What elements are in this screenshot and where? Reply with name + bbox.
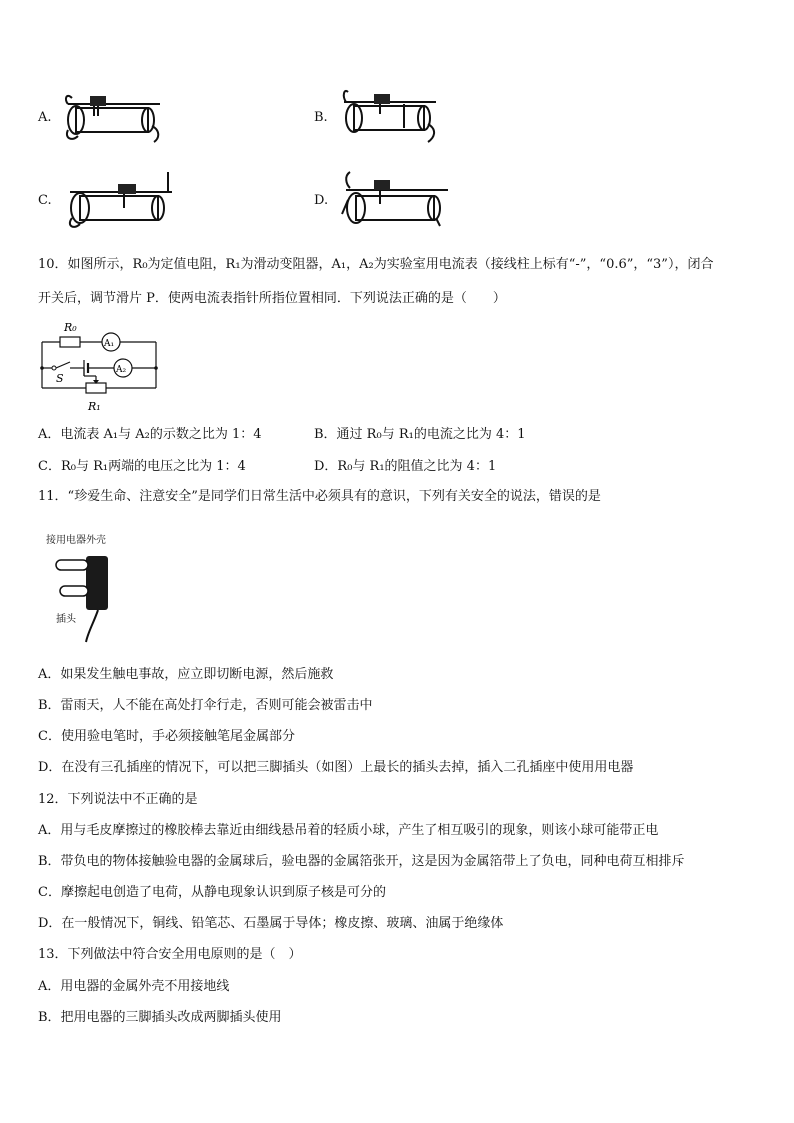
r0-resistor (60, 337, 80, 347)
q10-option-d: D．R₀与 R₁的阻值之比为 4：1 (314, 459, 497, 474)
q12-stem: 12．下列说法中不正确的是 (38, 792, 198, 807)
q10-stem-line1: 10．如图所示，R₀为定值电阻，R₁为滑动变阻器，A₁，A₂为实验室用电流表（接线柱上标有“-”，“0.6”，“3”），闭合 (38, 257, 714, 272)
q13-stem: 13．下列做法中符合安全用电原则的是（ ） (38, 947, 302, 962)
q12-option-a: A．用与毛皮摩擦过的橡胶棒去靠近由细线悬吊着的轻质小球，产生了相互吸引的现象，则该小球可能带正电 (38, 823, 659, 838)
option-a-label: A. (38, 110, 52, 125)
rheostat-figure-d (340, 170, 450, 230)
a2-label: A₂ (116, 365, 127, 375)
short-pin (60, 586, 88, 596)
q10-option-b: B．通过 R₀与 R₁的电流之比为 4：1 (314, 427, 526, 442)
option-b-label: B. (314, 110, 328, 125)
three-pin-plug-figure (50, 550, 120, 642)
q11-option-a: A．如果发生触电事故，应立即切断电源，然后施救 (38, 667, 334, 682)
option-d-label: D. (314, 193, 329, 208)
q10-option-a: A．电流表 A₁与 A₂的示数之比为 1：4 (38, 427, 262, 442)
q10-stem-line2: 开关后，调节滑片 P．使两电流表指针所指位置相同．下列说法正确的是（ ） (38, 291, 506, 306)
s-label: S (56, 372, 64, 385)
q10-circuit-diagram (38, 318, 168, 414)
q12-option-d: D．在一般情况下，铜线、铅笔芯、石墨属于导体；橡皮擦、玻璃、油属于绝缘体 (38, 916, 504, 931)
plug-body (86, 556, 108, 610)
q11-stem: 11．“珍爱生命、注意安全”是同学们日常生活中必须具有的意识，下列有关安全的说法，错误的是 (38, 489, 601, 504)
rheostat-figure-a (64, 90, 164, 145)
plug-figure-bottom-label: 插头 (56, 614, 76, 625)
q10-option-c: C．R₀与 R₁两端的电压之比为 1：4 (38, 459, 246, 474)
r1-label: R₁ (88, 400, 101, 413)
q11-option-c: C．使用验电笔时，手必须接触笔尾金属部分 (38, 729, 295, 744)
plug-figure-top-label: 接用电器外壳 (46, 535, 106, 546)
q13-option-a: A．用电器的金属外壳不用接地线 (38, 979, 230, 994)
q12-option-b: B．带负电的物体接触验电器的金属球后，验电器的金属箔张开，这是因为金属箔带上了负电，同种电荷互相排斥 (38, 854, 685, 869)
a1-label: A₁ (104, 339, 115, 349)
switch-s (56, 362, 70, 368)
rheostat-figure-b (340, 88, 440, 143)
long-pin (56, 560, 88, 570)
r0-label: R₀ (64, 321, 77, 334)
option-c-label: C. (38, 193, 52, 208)
q11-option-b: B．雷雨天，人不能在高处打伞行走，否则可能会被雷击中 (38, 698, 373, 713)
q12-option-c: C．摩擦起电创造了电荷，从静电现象认识到原子核是可分的 (38, 885, 386, 900)
q13-option-b: B．把用电器的三脚插头改成两脚插头使用 (38, 1010, 282, 1025)
rheostat-figure-c (64, 170, 174, 230)
r1-rheostat (86, 383, 106, 393)
q11-option-d: D．在没有三孔插座的情况下，可以把三脚插头（如图）上最长的插头去掉，插入二孔插座中使用用电器 (38, 760, 634, 775)
